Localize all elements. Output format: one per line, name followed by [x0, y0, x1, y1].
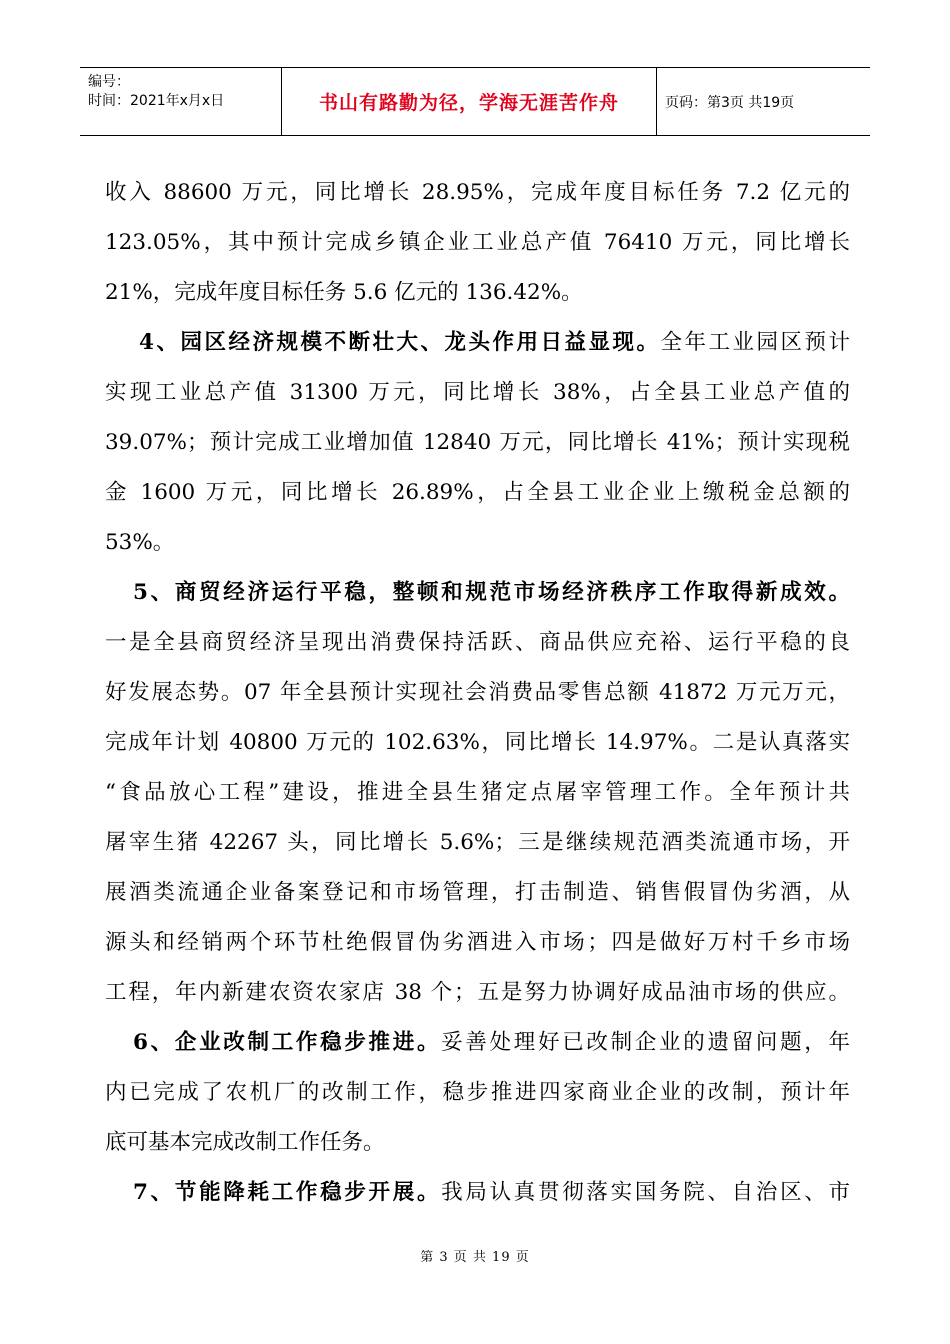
- body-line: 内已完成了农机厂的改制工作，稳步推进四家商业企业的改制，预计年: [105, 1080, 850, 1105]
- section-4-heading: 4、园区经济规模不断壮大、龙头作用日益显现。: [139, 330, 661, 355]
- document-number-label: 编号：: [88, 74, 130, 90]
- body-text: 妥善处理好已改制企业的遗留问题，年: [441, 1030, 850, 1055]
- section-4-heading-line: [105, 318, 850, 368]
- body-line: 展酒类流通企业备案登记和市场管理，打击制造、销售假冒伪劣酒，从: [105, 880, 850, 905]
- body-line: 完成年计划 40800 万元的 102.63%，同比增长 14.97%。二是认真落实: [105, 730, 850, 755]
- body-line: 21%，完成年度目标任务 5.6 亿元的 136.42%。: [105, 280, 583, 305]
- body-line: 实现工业总产值 31300 万元，同比增长 38%，占全县工业总产值的: [105, 380, 850, 405]
- body-line: 工程，年内新建农资农家店 38 个；五是努力协调好成品油市场的供应。: [105, 980, 850, 1005]
- section-6-heading: 6、企业改制工作稳步推进。: [133, 1030, 442, 1055]
- section-5-heading-line: [105, 568, 850, 618]
- page-footer: 第 3 页 共 19 页: [420, 1250, 530, 1265]
- body-line: 底可基本完成改制工作任务。: [105, 1130, 385, 1155]
- section-5-heading: 5、商贸经济运行平稳，整顿和规范市场经济秩序工作取得新成效。: [133, 580, 850, 605]
- body-line: 123.05%，其中预计完成乡镇企业工业总产值 76410 万元，同比增长: [105, 230, 850, 255]
- body-line: 源头和经销两个环节杜绝假冒伪劣酒进入市场；四是做好万村千乡市场: [105, 930, 850, 955]
- body-line: 53%。: [105, 530, 175, 555]
- body-line: 屠宰生猪 42267 头，同比增长 5.6%；三是继续规范酒类流通市场，开: [105, 830, 850, 855]
- body-line: 好发展态势。07 年全县预计实现社会消费品零售总额 41872 万元万元，: [105, 680, 850, 705]
- document-header: [80, 67, 870, 136]
- section-7-heading-line: [105, 1168, 850, 1218]
- body-line: 39.07%；预计完成工业增加值 12840 万元，同比增长 41%；预计实现税: [105, 430, 850, 455]
- section-7-heading: 7、节能降耗工作稳步开展。: [133, 1180, 442, 1205]
- body-line: 一是全县商贸经济呈现出消费保持活跃、商品供应充裕、运行平稳的良: [105, 630, 850, 655]
- header-page-code: 页码：第3页 共19页: [665, 94, 795, 111]
- header-motto: 书山有路勤为径，学海无涯苦作舟: [282, 68, 657, 135]
- body-text: 全年工业园区预计: [660, 330, 850, 355]
- body-line: “食品放心工程”建设，推进全县生猪定点屠宰管理工作。全年预计共: [105, 780, 850, 805]
- section-6-heading-line: [105, 1018, 850, 1068]
- document-time-label: 时间：2021年x月x日: [88, 93, 225, 109]
- header-meta: [80, 68, 282, 135]
- body-line: 金 1600 万元，同比增长 26.89%，占全县工业企业上缴税金总额的: [105, 480, 850, 505]
- document-body: [105, 168, 850, 1218]
- body-line: 收入 88600 万元，同比增长 28.95%，完成年度目标任务 7.2 亿元的: [105, 180, 850, 205]
- body-text: 我局认真贯彻落实国务院、自治区、市: [441, 1180, 850, 1205]
